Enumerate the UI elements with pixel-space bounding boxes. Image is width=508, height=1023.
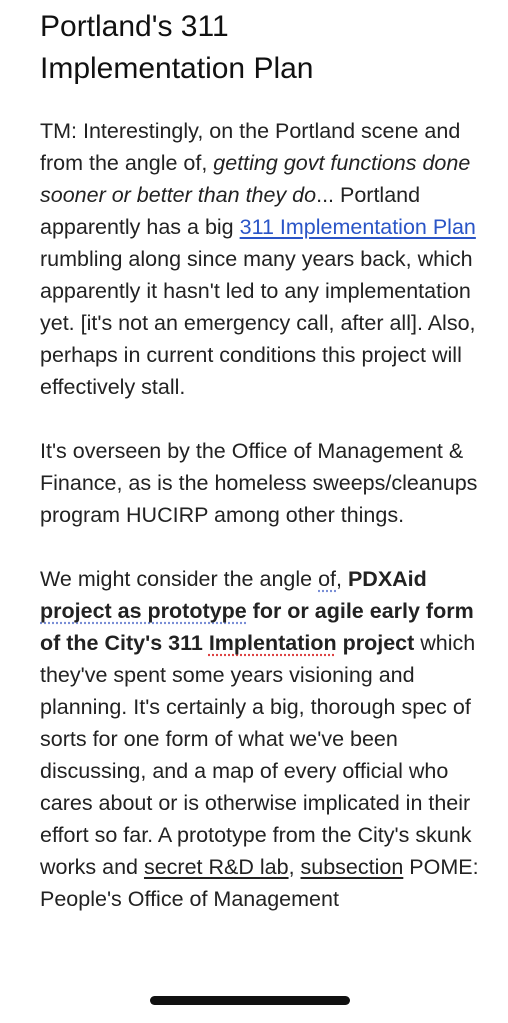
p3-bold-pdxaid: PDXAid (347, 567, 427, 591)
p3-comma-2: , (288, 855, 301, 879)
p1-text-d: rumbling along since many years back, which apparently it hasn't led to any implementation yet. [it's not an emergency call, after all]. Also, perhaps in current conditions this project will effectively stall. (40, 247, 476, 399)
p3-bold-middle: for or agile early form of the City's 311 (40, 599, 474, 655)
p3-comma: , (336, 567, 348, 591)
p1-text-c: ... Portland apparently has a big (40, 183, 421, 239)
implementation-plan-link[interactable]: 311 Implementation Plan (239, 215, 476, 239)
document (40, 0, 480, 915)
paragraph-prototype (40, 563, 480, 915)
page-title (40, 0, 480, 90)
home-indicator-bar (150, 996, 350, 1005)
p3-text-n: POME: People's Office of Management (40, 855, 479, 911)
p3-bold-misspelled-word: Implentation (208, 631, 337, 655)
p3-text-j: which they've spent some years visioning and planning. It's certainly a big, thorough spec of sorts for one form of what we've been discussing, and a map of every official who cares about or is otherwise implicated in their effort so far. A prototype from the City's skunk works and (40, 631, 476, 879)
p3-bold-project: project (336, 631, 415, 655)
p3-bold-prototype: project as prototype (40, 599, 247, 623)
p3-text-a: We might consider the angle (40, 567, 319, 591)
title-line-1: Portland's 311 (40, 10, 229, 43)
paragraph-oversight: It's overseen by the Office of Management & Finance, as is the homeless sweeps/cleanups program HUCIRP among other things. (40, 439, 478, 527)
p3-rd-lab: secret R&D lab (143, 855, 289, 879)
p3-subsection: subsection (300, 855, 404, 879)
p1-italic-phrase: getting govt functions done sooner or better than they do (40, 151, 471, 207)
title-line-2: Implementation Plan (40, 52, 314, 85)
p3-of: of (318, 567, 336, 591)
paragraph-intro (40, 115, 480, 403)
p1-text-a: TM: Interestingly, on the Portland scene and from the angle of, (40, 119, 461, 175)
